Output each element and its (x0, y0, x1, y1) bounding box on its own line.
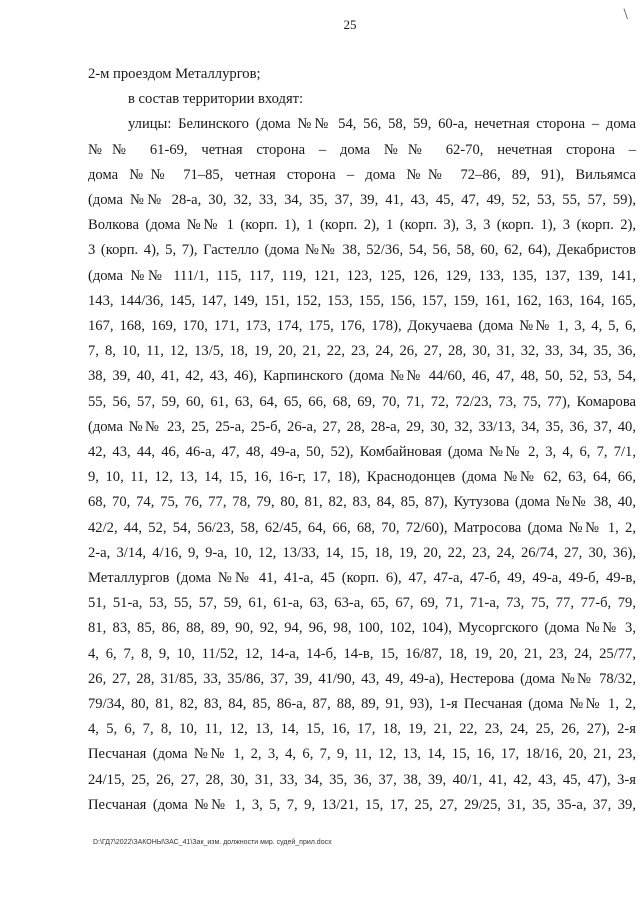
text-line: (дома №№ 111/1, 115, 117, 119, 121, 123, 125, 126, 129, 133, 135, 137, 139, 141, (88, 267, 636, 284)
text-line: 9, 10, 11, 12, 13, 14, 15, 16, 16-г, 17, 18), Краснодонцев (дома №№ 62, 63, 64, 66, (88, 469, 636, 486)
text-line: 2-а, 3/14, 4/16, 9, 9-а, 10, 12, 13/33, 14, 15, 18, 19, 20, 22, 23, 24, 26/74, 27, 30, 36), (88, 544, 636, 561)
corner-scan-mark: \ (623, 6, 628, 23)
text-line: 42/2, 44, 52, 54, 56/23, 58, 62/45, 64, 66, 68, 70, 72/60), Матросова (дома №№ 1, 2, (88, 519, 636, 536)
text-line: №№ 61-69, четная сторона – дома №№ 62-70, нечетная сторона – (88, 141, 636, 158)
text-line: (дома №№ 28-а, 30, 32, 33, 34, 35, 37, 39, 41, 43, 45, 47, 49, 52, 53, 55, 57, 59), (88, 192, 636, 209)
text-line: 42, 43, 44, 46, 46-а, 47, 48, 49-а, 50, 52), Комбайновая (дома №№ 2, 3, 4, 6, 7, 7/1, (88, 444, 636, 461)
text-line: улицы: Белинского (дома №№ 54, 56, 58, 59, 60-а, нечетная сторона – дома (128, 116, 636, 133)
text-line: 7, 8, 10, 11, 12, 13/5, 18, 19, 20, 21, 22, 23, 24, 26, 27, 28, 30, 31, 32, 33, 34, 35, 36, (88, 343, 636, 360)
footer-file-path: D:\ГД7\2022\ЗАКОНЫ\ЗАС_41\Зак_изм. должности мир. судей_прил.docx (93, 839, 332, 846)
text-line: 68, 70, 74, 75, 76, 77, 78, 79, 80, 81, 82, 83, 84, 85, 87), Кутузова (дома №№ 38, 40, (88, 494, 636, 511)
text-line: Волкова (дома №№ 1 (корп. 1), 1 (корп. 2), 1 (корп. 3), 3, 3 (корп. 1), 3 (корп. 2), (88, 217, 636, 234)
text-line: 167, 168, 169, 170, 171, 173, 174, 175, 176, 178), Докучаева (дома №№ 1, 3, 4, 5, 6, (88, 318, 636, 335)
text-line: 79/34, 80, 81, 82, 83, 84, 85, 86-а, 87, 88, 89, 91, 93), 1-я Песчаная (дома №№ 1, 2, (88, 696, 636, 713)
text-line: 51, 51-а, 53, 55, 57, 59, 61, 61-а, 63, 63-а, 65, 67, 69, 71, 71-а, 73, 75, 77, 77-б, 79, (88, 595, 636, 612)
text-line: 24/15, 25, 26, 27, 28, 30, 31, 33, 34, 35, 36, 37, 38, 39, 40/1, 41, 42, 43, 45, 47), 3-я (88, 771, 636, 788)
page-number: 25 (343, 17, 357, 32)
text-line: Песчаная (дома №№ 1, 2, 3, 4, 6, 7, 9, 11, 12, 13, 14, 15, 16, 17, 18/16, 20, 21, 23, (88, 746, 636, 763)
text-line: 143, 144/36, 145, 147, 149, 151, 152, 153, 155, 156, 157, 159, 161, 162, 163, 164, 165, (88, 292, 636, 309)
text-line: 3 (корп. 4), 5, 7), Гастелло (дома №№ 38, 52/36, 54, 56, 58, 60, 62, 64), Декабристов (88, 242, 636, 259)
text-line: в состав территории входят: (128, 91, 304, 108)
document-body (88, 62, 636, 818)
text-line: 2-м проездом Металлургов; (88, 66, 261, 82)
text-line: 4, 5, 6, 7, 8, 10, 11, 12, 13, 14, 15, 16, 17, 18, 19, 21, 22, 23, 24, 25, 26, 27), 2-я (88, 721, 636, 738)
text-line: Песчаная (дома №№ 1, 3, 5, 7, 9, 13/21, 15, 17, 25, 27, 29/25, 31, 35, 35-а, 37, 39, (88, 796, 636, 813)
text-line: 81, 83, 85, 86, 88, 89, 90, 92, 94, 96, 98, 100, 102, 104), Мусоргского (дома №№ 3, (88, 620, 636, 637)
text-line: (дома №№ 23, 25, 25-а, 25-б, 26-а, 27, 28, 28-а, 29, 30, 32, 33/13, 34, 35, 36, 37, 40, (88, 418, 636, 435)
text-line: 55, 56, 57, 59, 60, 61, 63, 64, 65, 66, 68, 69, 70, 71, 72, 72/23, 73, 75, 77), Комарова (88, 393, 636, 410)
text-line: 26, 27, 28, 31/85, 33, 35/86, 37, 39, 41/90, 43, 49, 49-а), Нестерова (дома №№ 78/32, (88, 670, 636, 687)
text-line: 38, 39, 40, 41, 42, 43, 46), Карпинского (дома №№ 44/60, 46, 47, 48, 50, 52, 53, 54, (88, 368, 636, 385)
text-line: 4, 6, 7, 8, 9, 10, 11/52, 12, 14-а, 14-б, 14-в, 15, 16/87, 18, 19, 20, 21, 23, 24, 25/77, (88, 645, 636, 662)
text-line: Металлургов (дома №№ 41, 41-а, 45 (корп. 6), 47, 47-а, 47-б, 49, 49-а, 49-б, 49-в, (88, 570, 636, 587)
text-line: дома №№ 71–85, четная сторона – дома №№ 72–86, 89, 91), Вильямса (88, 166, 636, 183)
